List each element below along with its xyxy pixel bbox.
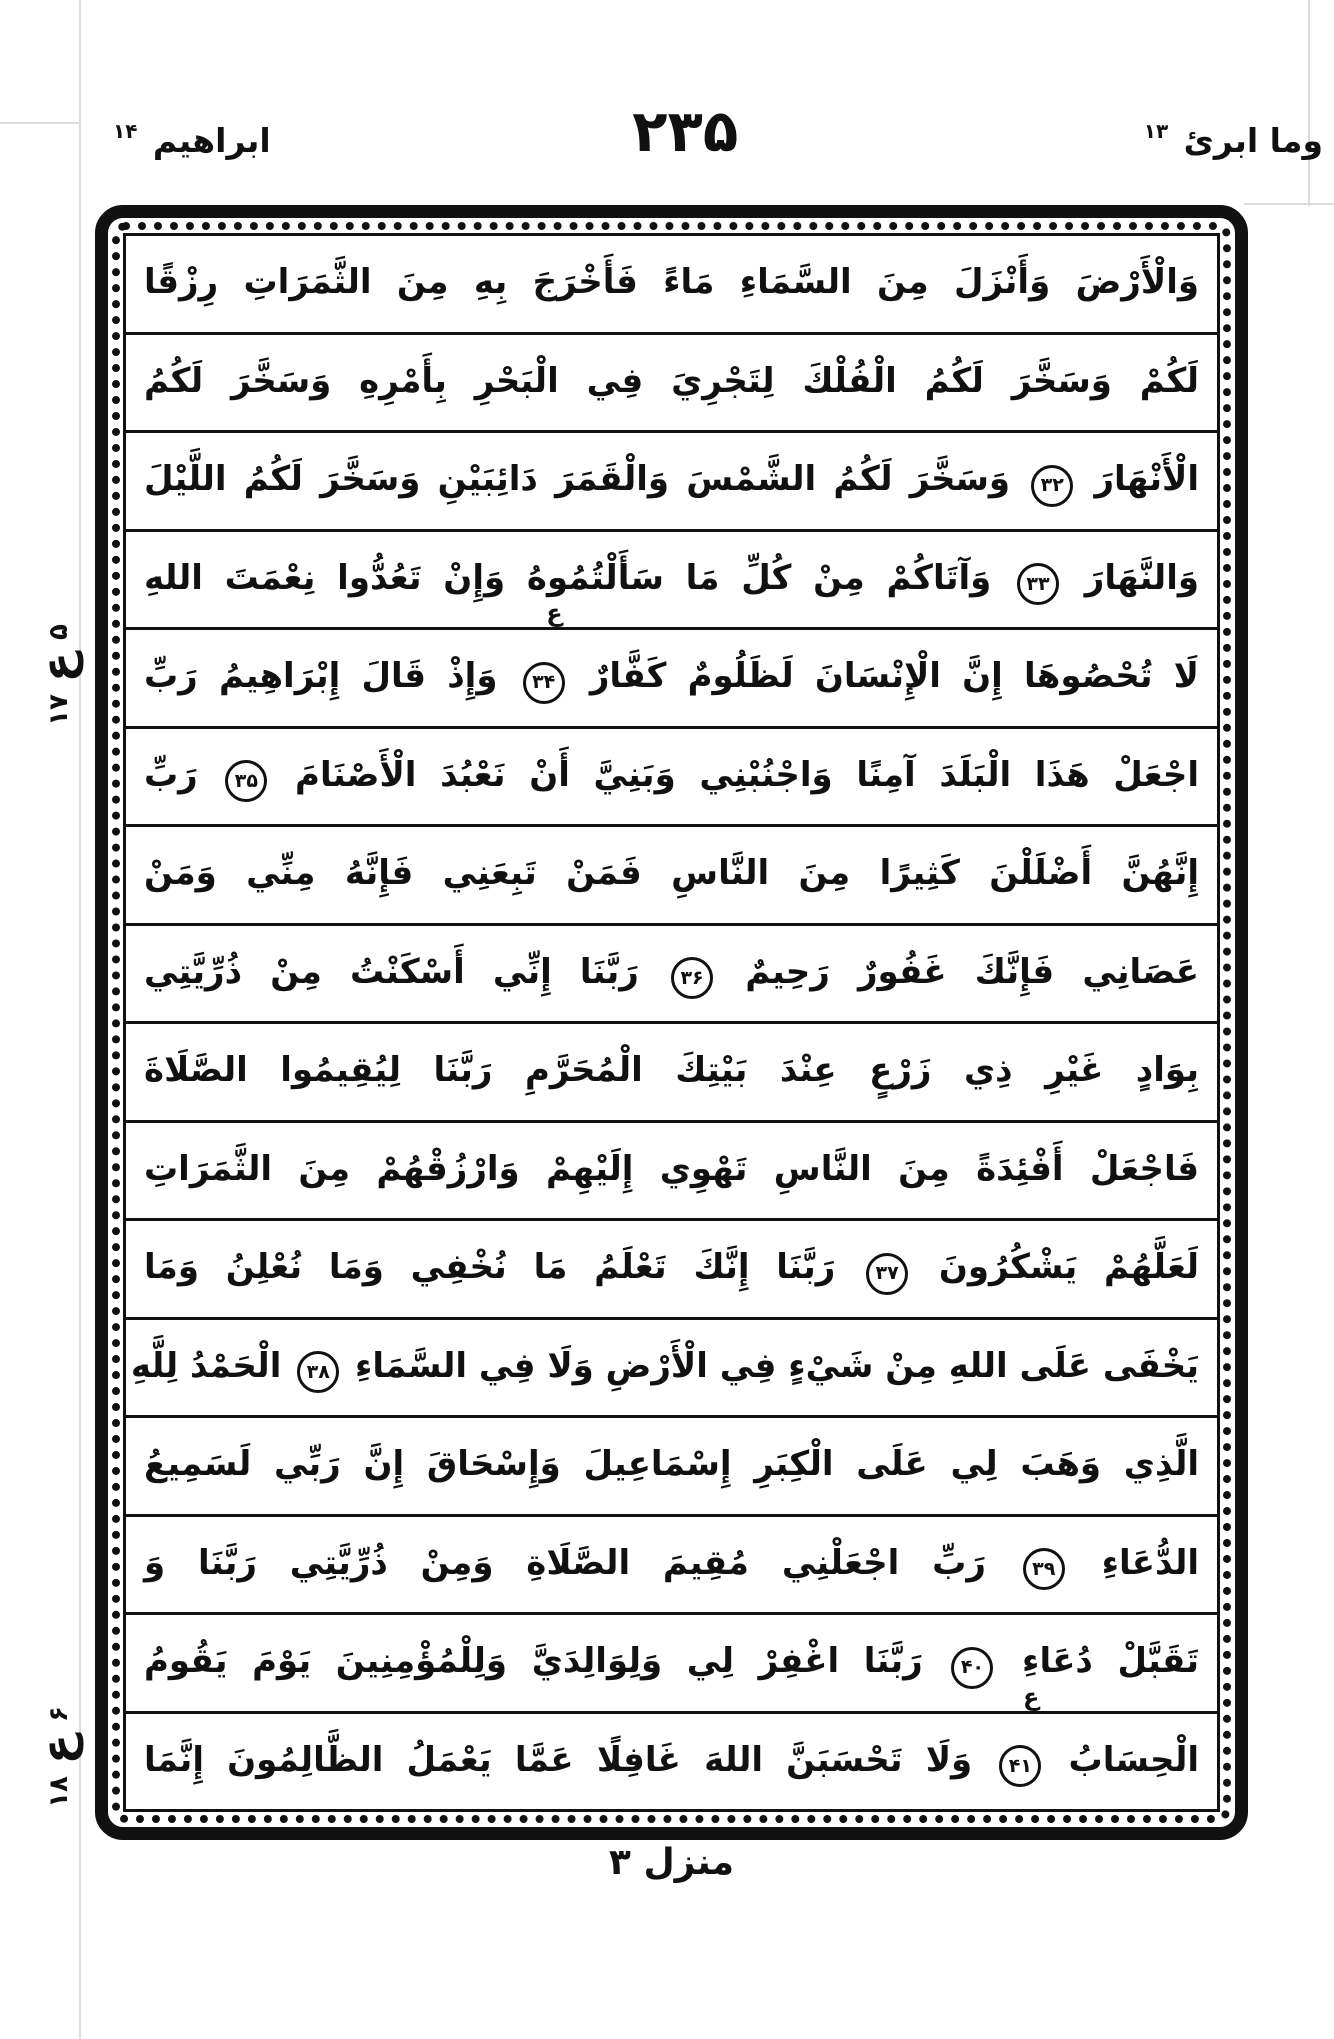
ayah-number-circle: ۳۳	[1017, 563, 1059, 605]
juz-name-label	[1144, 119, 1323, 160]
page-number: ۲۳۵	[632, 97, 739, 165]
ayah-number-marker	[671, 927, 713, 1020]
ayah-number-circle: ۳۹	[1023, 1548, 1065, 1590]
quran-line: وَالنَّهَارَ ۳۳ وَآتَاكُمْ مِنْ كُلِّ مَا سَأَلْتُمُوهُ وَإِنْ تَعُدُّوا نِعْمَتَ اللهِ	[126, 532, 1217, 631]
ayah-number-circle: ۴۰	[951, 1647, 993, 1689]
page-header	[95, 88, 1323, 165]
ayah-number-circle: ۳۴	[523, 662, 565, 704]
ayah-number-circle: ۳۲	[1031, 465, 1073, 507]
surah-name-text: ابراهيم	[152, 121, 271, 160]
ruku-ain-letter: ع	[33, 652, 84, 683]
ayah-number-marker	[1017, 533, 1059, 626]
quran-line: بِوَادٍ غَيْرِ ذِي زَرْعٍ عِنْدَ بَيْتِكَ الْمُحَرَّمِ رَبَّنَا لِيُقِيمُوا الصَّلَاةَ	[126, 1024, 1217, 1123]
ruku-end-ain-mark: ع	[1022, 1682, 1040, 1711]
juz-ruku-number: ۱۷	[44, 694, 74, 726]
quran-line: عَصَانِي فَإِنَّكَ غَفُورٌ رَحِيمٌ ۳۶ رَبَّنَا إِنِّي أَسْكَنْتُ مِنْ ذُرِّيَّتِي	[126, 926, 1217, 1025]
juz-name-text: وما ابرئ	[1183, 121, 1323, 160]
ruku-margin-marker-2	[22, 1682, 96, 1832]
ruku-marker-rotated-text	[33, 624, 84, 726]
quran-line: وَالْأَرْضَ وَأَنْزَلَ مِنَ السَّمَاءِ مَاءً فَأَخْرَجَ بِهِ مِنَ الثَّمَرَاتِ رِزْقًا	[126, 236, 1217, 335]
ruku-count-number: ۶	[44, 1706, 74, 1723]
ayah-number-circle: ۳۷	[866, 1253, 908, 1295]
ayah-number-marker	[297, 1321, 339, 1414]
quran-text-rows	[123, 233, 1220, 1812]
ayah-number-circle: ۴۱	[999, 1745, 1041, 1787]
ayah-number-marker	[999, 1682, 1041, 1808]
quran-line: الدُّعَاءِ ۳۹ رَبِّ اجْعَلْنِي مُقِيمَ الصَّلَاةِ وَمِنْ ذُرِّيَّتِي رَبَّنَا وَ	[126, 1517, 1217, 1616]
ayah-number-marker	[951, 1616, 993, 1709]
page-fold-line-top-left	[0, 122, 80, 124]
quran-line: الْحِسَابُ ۴۱ ع وَلَا تَحْسَبَنَّ اللهَ غَافِلًا عَمَّا يَعْمَلُ الظَّالِمُونَ إِنَّمَا	[126, 1714, 1217, 1810]
ruku-end-ain-mark: ع	[546, 599, 563, 627]
ruku-ain-letter: ع	[33, 1734, 84, 1765]
quran-line: يَخْفَى عَلَى اللهِ مِنْ شَيْءٍ فِي الْأَرْضِ وَلَا فِي السَّمَاءِ ۳۸ الْحَمْدُ لِلَّهِ	[126, 1320, 1217, 1419]
quran-line: لَعَلَّهُمْ يَشْكُرُونَ ۳۷ رَبَّنَا إِنَّكَ تَعْلَمُ مَا نُخْفِي وَمَا نُعْلِنُ وَمَا	[126, 1221, 1217, 1320]
quran-line: الَّذِي وَهَبَ لِي عَلَى الْكِبَرِ إِسْمَاعِيلَ وَإِسْحَاقَ إِنَّ رَبِّي لَسَمِيعُ	[126, 1418, 1217, 1517]
juz-ruku-number: ۱۸	[44, 1776, 74, 1808]
ayah-number-marker	[225, 730, 267, 823]
quran-line: اجْعَلْ هَذَا الْبَلَدَ آمِنًا وَاجْنُبْنِي وَبَنِيَّ أَنْ نَعْبُدَ الْأَصْنَامَ ۳۵ رَبِّ	[126, 729, 1217, 828]
quran-line: إِنَّهُنَّ أَضْلَلْنَ كَثِيرًا مِنَ النَّاسِ فَمَنْ تَبِعَنِي فَإِنَّهُ مِنِّي وَمَنْ	[126, 827, 1217, 926]
ayah-number-marker	[1031, 434, 1073, 527]
quran-line: لَا تُحْصُوهَا إِنَّ الْإِنْسَانَ لَظَلُومٌ كَفَّارٌ ۳۴ ع وَإِذْ قَالَ إِبْرَاهِيمُ رَبِّ	[126, 630, 1217, 729]
ruku-count-number: ۵	[44, 624, 74, 641]
quran-line: فَاجْعَلْ أَفْئِدَةً مِنَ النَّاسِ تَهْوِي إِلَيْهِمْ وَارْزُقْهُمْ مِنَ الثَّمَرَاتِ	[126, 1123, 1217, 1222]
quran-text-frame	[95, 205, 1248, 1840]
frame-bead-border	[112, 222, 1231, 1823]
ruku-margin-marker-1	[22, 600, 96, 750]
quran-line: تَقَبَّلْ دُعَاءِ ۴۰ رَبَّنَا اغْفِرْ لِي وَلِوَالِدَيَّ وَلِلْمُؤْمِنِينَ يَوْمَ يَقُومُ	[126, 1615, 1217, 1714]
page-fold-line-top-right	[1244, 203, 1334, 205]
ayah-number-marker	[866, 1222, 908, 1315]
ayah-number-circle: ۳۵	[225, 760, 267, 802]
ruku-marker-rotated-text	[33, 1706, 84, 1808]
quran-line: الْأَنْهَارَ ۳۲ وَسَخَّرَ لَكُمُ الشَّمْسَ وَالْقَمَرَ دَائِبَيْنِ وَسَخَّرَ لَكُمُ اللَّيْلَ	[126, 433, 1217, 532]
ayah-number-circle: ۳۶	[671, 957, 713, 999]
quran-line: لَكُمْ وَسَخَّرَ لَكُمُ الْفُلْكَ لِتَجْرِيَ فِي الْبَحْرِ بِأَمْرِهِ وَسَخَّرَ لَكُمُ	[126, 335, 1217, 434]
juz-number: ۱۳	[1143, 119, 1169, 143]
ayah-number-circle: ۳۸	[297, 1351, 339, 1393]
surah-number: ۱۴	[113, 119, 138, 143]
ayah-number-marker	[1023, 1518, 1065, 1611]
ayah-number-marker	[523, 599, 565, 724]
manzil-label: منزل ۳	[608, 1842, 735, 1883]
surah-name-label	[95, 119, 271, 160]
